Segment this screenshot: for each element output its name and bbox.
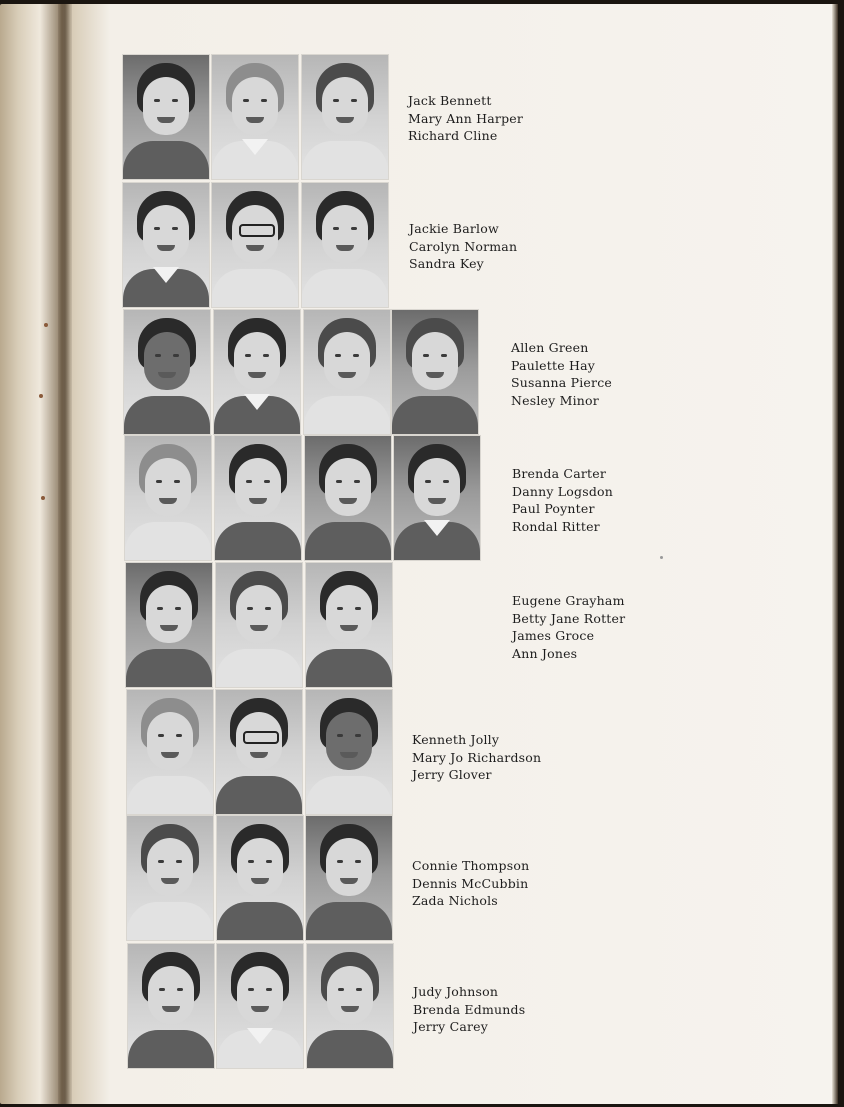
student-photo	[304, 435, 392, 561]
student-name: Nesley Minor	[511, 392, 599, 408]
student-name: Allen Green	[511, 340, 589, 355]
student-photo	[213, 309, 301, 435]
student-name: Brenda Edmunds	[413, 1001, 526, 1017]
portrait-row	[0, 54, 800, 180]
student-photo	[303, 309, 391, 435]
student-photo	[214, 435, 302, 561]
student-photo	[126, 689, 214, 815]
student-photo	[123, 309, 211, 435]
student-photo	[125, 562, 213, 688]
student-name: Mary Ann Harper	[408, 110, 524, 126]
student-name: Paul Poynter	[512, 501, 595, 516]
student-name: Jerry Glover	[412, 767, 492, 782]
student-photo	[211, 54, 299, 180]
student-name: Zada Nichols	[412, 893, 498, 908]
name-list	[512, 592, 625, 662]
student-name: Sandra Key	[409, 256, 484, 271]
student-photo	[305, 689, 393, 815]
student-name: Judy Johnson	[413, 984, 499, 999]
portrait-row	[0, 943, 800, 1069]
student-photo	[215, 689, 303, 815]
student-photo	[306, 943, 394, 1069]
student-name: Brenda Carter	[512, 466, 607, 481]
name-list	[412, 857, 529, 910]
portrait-row	[0, 562, 800, 688]
student-photo	[127, 943, 215, 1069]
student-photo	[211, 182, 299, 308]
student-photo	[126, 815, 214, 941]
student-photo	[122, 182, 210, 308]
student-name: Susanna Pierce	[511, 375, 612, 390]
student-name: Eugene Grayham	[512, 593, 625, 608]
student-name: Connie Thompson	[412, 858, 530, 873]
name-list	[409, 220, 517, 273]
student-photo	[393, 435, 481, 561]
student-name: Danny Logsdon	[512, 483, 614, 499]
name-list	[511, 339, 612, 409]
student-name: Betty Jane Rotter	[512, 610, 626, 626]
student-name: Ann Jones	[512, 645, 578, 661]
student-name: Jerry Carey	[413, 1019, 489, 1034]
student-photo	[305, 815, 393, 941]
name-list	[408, 92, 523, 145]
student-name: Jack Bennett	[408, 93, 492, 108]
student-name: James Groce	[512, 628, 595, 643]
portrait-row	[0, 435, 800, 561]
student-name: Rondal Ritter	[512, 518, 600, 534]
name-list	[412, 731, 541, 784]
student-photo	[301, 182, 389, 308]
student-photo	[216, 815, 304, 941]
portrait-row	[0, 689, 800, 815]
student-name: Carolyn Norman	[409, 238, 518, 254]
student-name: Paulette Hay	[511, 357, 595, 373]
page-edge	[832, 4, 838, 1104]
student-photo	[391, 309, 479, 435]
student-name: Richard Cline	[408, 128, 498, 143]
student-photo	[124, 435, 212, 561]
student-name: Mary Jo Richardson	[412, 749, 542, 765]
portrait-row	[0, 815, 800, 941]
student-photo	[122, 54, 210, 180]
name-list	[413, 983, 525, 1036]
student-photo	[216, 943, 304, 1069]
portrait-row	[0, 182, 800, 308]
name-list	[512, 465, 613, 535]
student-name: Kenneth Jolly	[412, 732, 500, 747]
student-name: Jackie Barlow	[409, 221, 499, 236]
student-name: Dennis McCubbin	[412, 875, 529, 891]
student-photo	[301, 54, 389, 180]
portrait-row	[0, 309, 800, 435]
student-photo	[305, 562, 393, 688]
yearbook-page	[0, 4, 838, 1104]
student-photo	[215, 562, 303, 688]
